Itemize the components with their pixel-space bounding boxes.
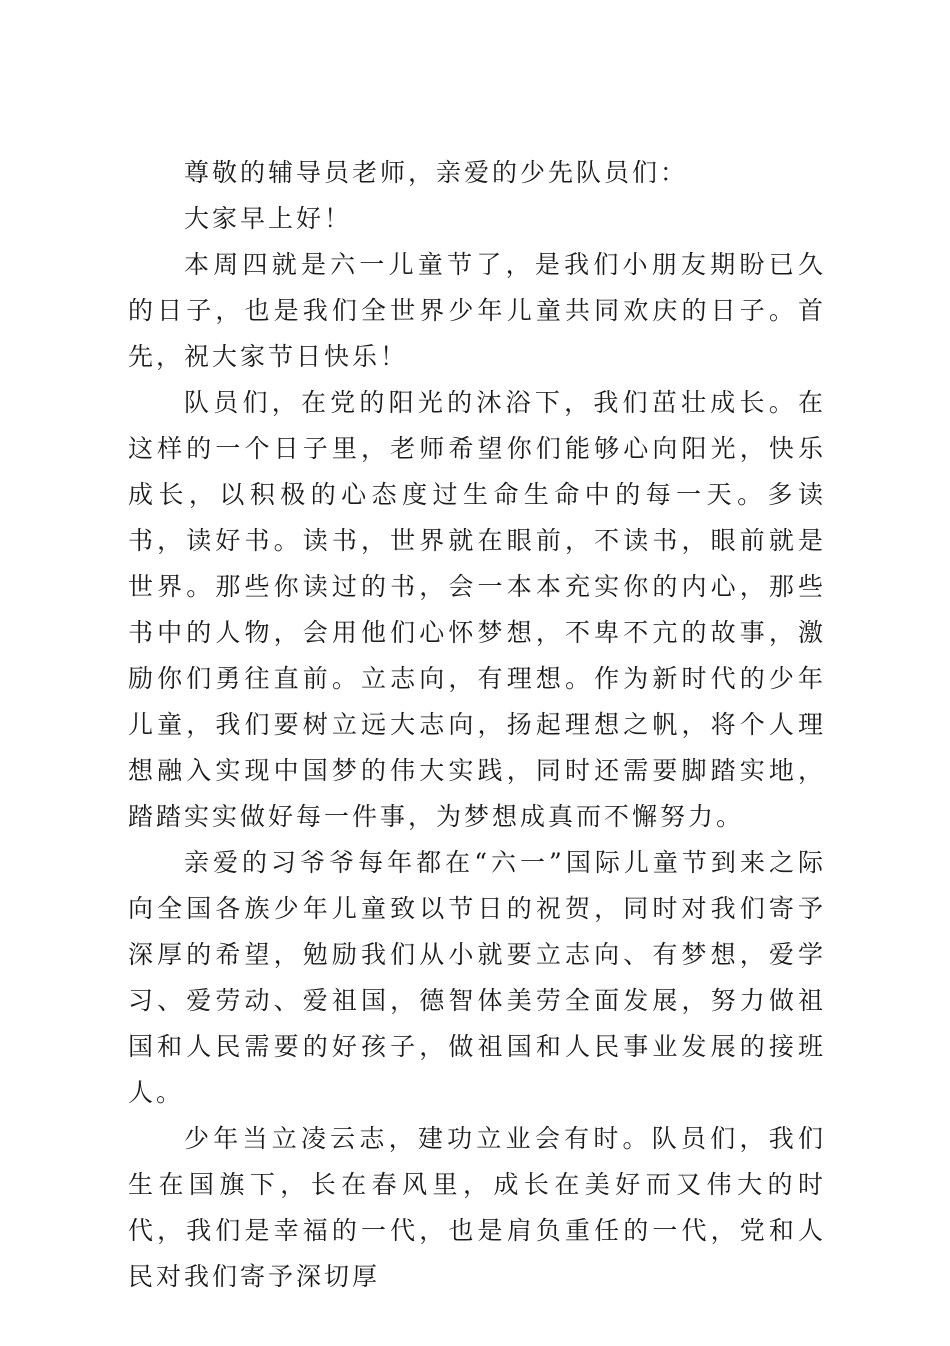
salutation-paragraph: 大家早上好！ [184, 204, 353, 233]
body-paragraph: 少年当立凌云志，建功立业会有时。队员们，我们生在国旗下，长在春风里，成长在美好而又伟大的时代，我们是幸福的一代，也是肩负重任的一代，党和人民对我们寄予深切厚 [128, 1124, 826, 1291]
body-paragraph: 亲爱的习爷爷每年都在“六一”国际儿童节到来之际向全国各族少年儿童致以节日的祝贺，同时对我们寄予深厚的希望，勉励我们从小就要立志向、有梦想，爱学习、爱劳动、爱祖国，德智体美劳全面发展，努力做祖国和人民需要的好孩子，做祖国和人民事业发展的接班人。 [128, 848, 826, 1107]
greeting-paragraph: 尊敬的辅导员老师，亲爱的少先队员们： [184, 158, 689, 187]
body-paragraph: 队员们，在党的阳光的沐浴下，我们茁壮成长。在这样的一个日子里，老师希望你们能够心向阳光，快乐成长，以积极的心态度过生命生命中的每一天。多读书，读好书。读书，世界就在眼前，不读书，眼前就是世界。那些你读过的书，会一本本充实你的内心，那些书中的人物，会用他们心怀梦想，不卑不亢的故事，激励你们勇往直前。立志向，有理想。作为新时代的少年儿童，我们要树立远大志向，扬起理想之帆，将个人理想融入实现中国梦的伟大实践，同时还需要脚踏实地，踏踏实实做好每一件事，为梦想成真而不懈努力。 [128, 388, 826, 831]
speech-text [128, 150, 826, 1300]
body-paragraph: 本周四就是六一儿童节了，是我们小朋友期盼已久的日子，也是我们全世界少年儿童共同欢庆的日子。首先，祝大家节日快乐！ [128, 250, 826, 371]
